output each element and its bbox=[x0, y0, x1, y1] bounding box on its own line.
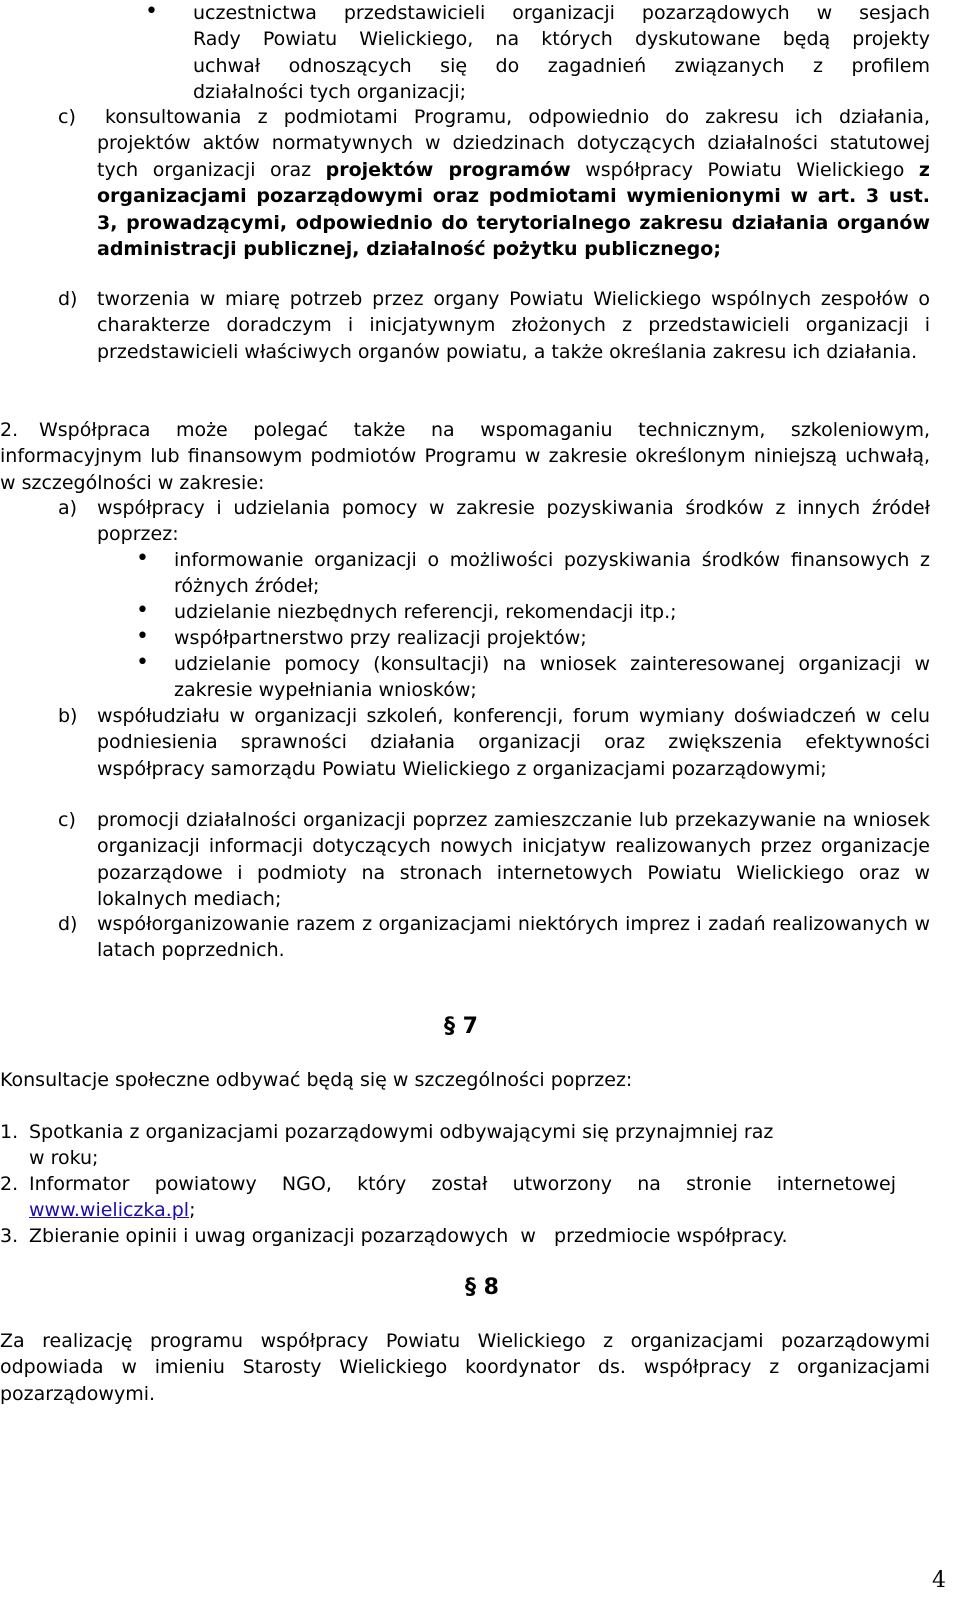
item-label-a: a) bbox=[58, 497, 78, 519]
item-c2-text: promocji działalności organizacji poprzez zamieszczanie lub przekazywanie na wniosek organizacji informacji dotyczących nowych inicjatyw realizowanych przez organizacje pozarządowe i podmioty na stronach internetowych Powiatu Wielickiego oraz w lokalnych mediach; bbox=[97, 809, 930, 911]
item-c-bold: projektów programów bbox=[325, 158, 571, 181]
website-link[interactable]: www.wieliczka.pl bbox=[29, 1199, 190, 1221]
a-bullet-text: udzielanie pomocy (konsultacji) na wniosek zainteresowanej organizacji w zakresie wypełniania wniosków; bbox=[174, 653, 930, 702]
bullet-dot: • bbox=[136, 650, 149, 675]
p8-text: Za realizację programu współpracy Powiatu Wielickiego z organizacjami pozarządowymi odpowiada w imieniu Starosty Wielickiego koordynator ds. współpracy z organizacjami pozarządowymi. bbox=[0, 1330, 930, 1405]
list-item-text: w roku; bbox=[29, 1147, 99, 1169]
p7-intro: Konsultacje społeczne odbywać będą się w szczególności poprzez: bbox=[0, 1069, 633, 1091]
list-item-text: Informator powiatowy NGO, który został utworzony na stronie internetowej bbox=[29, 1173, 896, 1195]
item-d-text: tworzenia w miarę potrzeb przez organy Powiatu Wielickiego wspólnych zespołów o charakterze doradczym i inicjatywnym złożonych z przedstawicieli organizacji i przedstawicieli właściwych organów powiatu, a także określania zakresu ich działania. bbox=[97, 288, 930, 363]
item-c-plain: konsultowania z podmiotami Programu, odpowiednio do zakresu ich działania, projektów aktów normatywnych w dziedzinach dotyczących działalności statutowej tych organizacji oraz bbox=[97, 106, 930, 181]
item-label-d2: d) bbox=[58, 913, 78, 935]
bullet1-line: uczestnictwa przedstawicieli organizacji pozarządowych w sesjach bbox=[193, 2, 930, 24]
section-heading-7: § 7 bbox=[444, 1014, 478, 1039]
bullet-dot: • bbox=[136, 546, 149, 571]
item-label-d: d) bbox=[58, 288, 78, 310]
item-c-bold2: z organizacjami pozarządowymi oraz podmiotami wymienionymi w art. 3 ust. 3, prowadzącymi, odpowiednio do terytorialnego zakresu działania organów administracji publicznej, działalność pożytku publicznego; bbox=[97, 158, 930, 261]
bullet-dot: • bbox=[136, 598, 149, 623]
item-label-c2: c) bbox=[58, 809, 76, 831]
list-number: 2. bbox=[0, 1173, 19, 1195]
page-number: 4 bbox=[932, 1568, 946, 1593]
list-number: 1. bbox=[0, 1121, 19, 1143]
section-heading-8: § 8 bbox=[465, 1275, 499, 1300]
item-c-text bbox=[97, 104, 930, 262]
bullet1-line: działalności tych organizacji; bbox=[193, 81, 466, 104]
item-label-c: c) bbox=[58, 106, 76, 128]
list-number: 3. bbox=[0, 1225, 19, 1247]
item-label-b: b) bbox=[58, 705, 78, 727]
bullet1-line: Rady Powiatu Wielickiego, na których dyskutowane będą projekty bbox=[193, 28, 930, 51]
link-suffix: ; bbox=[189, 1199, 196, 1221]
bullet1-line: uchwał odnoszących się do zagadnień związanych z profilem bbox=[193, 54, 930, 77]
a-bullet-text: informowanie organizacji o możliwości pozyskiwania środków finansowych z różnych źródeł; bbox=[174, 549, 930, 598]
bullet-dot: • bbox=[136, 624, 149, 649]
bullet-dot: • bbox=[145, 0, 158, 24]
list-item-text: Spotkania z organizacjami pozarządowymi odbywającymi się przynajmniej raz bbox=[29, 1121, 774, 1143]
item-c-plain2: współpracy Powiatu Wielickiego bbox=[570, 158, 919, 181]
item-d2-text: współorganizowanie razem z organizacjami niektórych imprez i zadań realizowanych w latach poprzednich. bbox=[97, 913, 930, 962]
item-b-text: współudziału w organizacji szkoleń, konferencji, forum wymiany doświadczeń w celu podniesienia sprawności działania organizacji oraz zwiększenia efektywności współpracy samorządu Powiatu Wielickiego z organizacjami pozarządowymi; bbox=[97, 705, 930, 780]
bullet1-paragraph bbox=[193, 0, 930, 106]
a-bullet-text: udzielanie niezbędnych referencji, rekomendacji itp.; bbox=[174, 601, 677, 623]
list-item-text: Zbieranie opinii i uwag organizacji pozarządowych w przedmiocie współpracy. bbox=[29, 1225, 788, 1247]
section2-intro: Współpraca może polegać także na wspomaganiu technicznym, szkoleniowym, informacyjnym lub finansowym podmiotów Programu w zakresie określonym niniejszą uchwałą, w szczególności w zakresie: bbox=[0, 419, 930, 494]
a-bullet-text: współpartnerstwo przy realizacji projektów; bbox=[174, 627, 587, 649]
item-a-text: współpracy i udzielania pomocy w zakresie pozyskiwania środków z innych źródeł poprzez: bbox=[97, 497, 930, 546]
list-item-link-line bbox=[29, 1197, 196, 1223]
section-number: 2. bbox=[0, 419, 19, 441]
